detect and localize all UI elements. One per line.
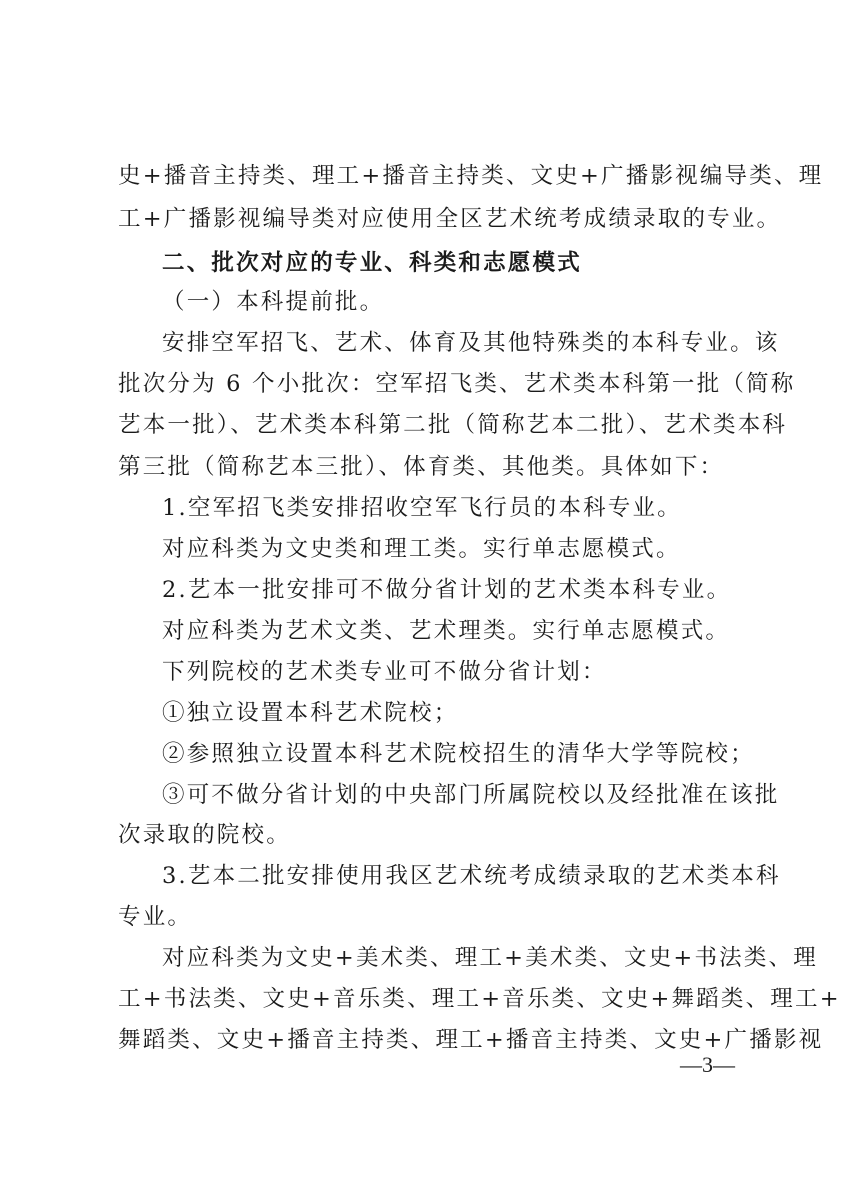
- body-text-line: 艺本一批）、艺术类本科第二批（简称艺本二批）、艺术类本科: [118, 412, 788, 438]
- body-text-line: 次录取的院校。: [118, 822, 291, 848]
- section-heading: 二、批次对应的专业、科类和志愿模式: [162, 250, 582, 276]
- body-text-line: 对应科类为艺术文类、艺术理类。实行单志愿模式。: [162, 618, 731, 644]
- body-text-line: 对应科类为文史类和理工类。实行单志愿模式。: [162, 536, 681, 562]
- body-text-line: 工+广播影视编导类对应使用全区艺术统考成绩录取的专业。: [118, 206, 782, 232]
- list-item: ③可不做分省计划的中央部门所属院校以及经批准在该批: [162, 782, 780, 808]
- body-text-line: 1.空军招飞类安排招收空军飞行员的本科专业。: [162, 495, 682, 521]
- body-text-line: 3.艺本二批安排使用我区艺术统考成绩录取的艺术类本科: [162, 863, 781, 889]
- body-text-line: 史+播音主持类、理工+播音主持类、文史+广播影视编导类、理: [118, 163, 824, 189]
- list-item: ②参照独立设置本科艺术院校招生的清华大学等院校；: [162, 741, 755, 767]
- body-text-line: 专业。: [118, 904, 193, 930]
- body-text-line: 第三批（简称艺本三批）、体育类、其他类。具体如下：: [118, 454, 725, 480]
- body-text-line: 对应科类为文史+美术类、理工+美术类、文史+书法类、理: [162, 945, 818, 971]
- body-text-line: 舞蹈类、文史+播音主持类、理工+播音主持类、文史+广播影视: [118, 1027, 824, 1053]
- body-text-line: 2.艺本一批安排可不做分省计划的艺术类本科专业。: [162, 577, 732, 603]
- list-item: ①独立设置本科艺术院校；: [162, 700, 459, 726]
- body-text-line: 下列院校的艺术类专业可不做分省计划：: [162, 659, 607, 685]
- subsection-heading: （一）本科提前批。: [162, 289, 385, 315]
- body-text-line: 安排空军招飞、艺术、体育及其他特殊类的本科专业。该: [162, 330, 780, 356]
- body-text-line: 工+书法类、文史+音乐类、理工+音乐类、文史+舞蹈类、理工+: [118, 986, 841, 1012]
- body-text-line: 批次分为 6 个小批次：空军招飞类、艺术类本科第一批（简称: [118, 371, 796, 397]
- page-number: —3—: [680, 1052, 735, 1077]
